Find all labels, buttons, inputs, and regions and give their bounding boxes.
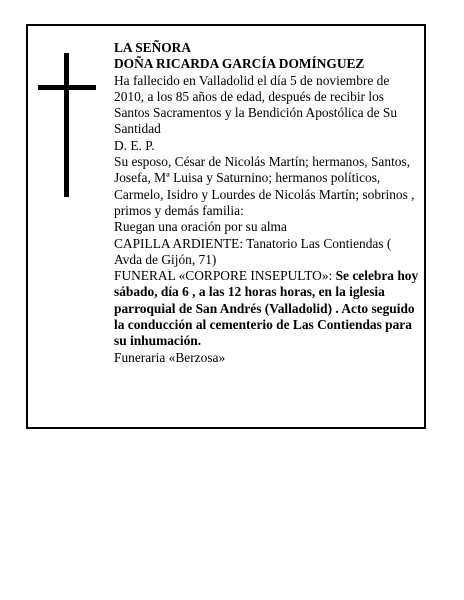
cross-horizontal-bar (38, 85, 96, 90)
funeral-details: Se celebra hoy sábado, día 6 , a las 12 horas horas, en la iglesia parroquial de San Andrés (Valladolid) . Acto seguido la conducción al cementerio de Las Contiendas para su inhumación. (114, 268, 419, 349)
cross-icon (38, 53, 96, 197)
funeral-label: FUNERAL «CORPORE INSEPULTO»: (114, 268, 333, 284)
death-announcement: Ha fallecido en Valladolid el día 5 de noviembre de 2010, a los 85 años de edad, después de recibir los Santos Sacramentos y la Bendición Apostólica de Su Santidad (114, 72, 398, 137)
funeral-home: Funeraria «Berzosa» (114, 349, 226, 365)
rip-abbreviation: D. E. P. (114, 137, 155, 153)
funeral-info (114, 268, 419, 349)
family-list: Su esposo, César de Nicolás Martín; hermanos, Santos, Josefa, Mª Luisa y Saturnino; hermanos políticos, Carmelo, Isidro y Lourdes de Nicolás Martín; sobrinos , primos y demás familia: (114, 154, 415, 218)
notice-title-line1: LA SEÑORA (114, 40, 192, 55)
obituary-text (114, 40, 419, 366)
deceased-name: DOÑA RICARDA GARCÍA DOMÍNGUEZ (114, 56, 365, 72)
chapel-info: CAPILLA ARDIENTE: Tanatorio Las Contiendas ( Avda de Gijón, 71) (114, 235, 392, 267)
cross-vertical-bar (64, 53, 69, 197)
prayer-request: Ruegan una oración por su alma (114, 219, 287, 235)
